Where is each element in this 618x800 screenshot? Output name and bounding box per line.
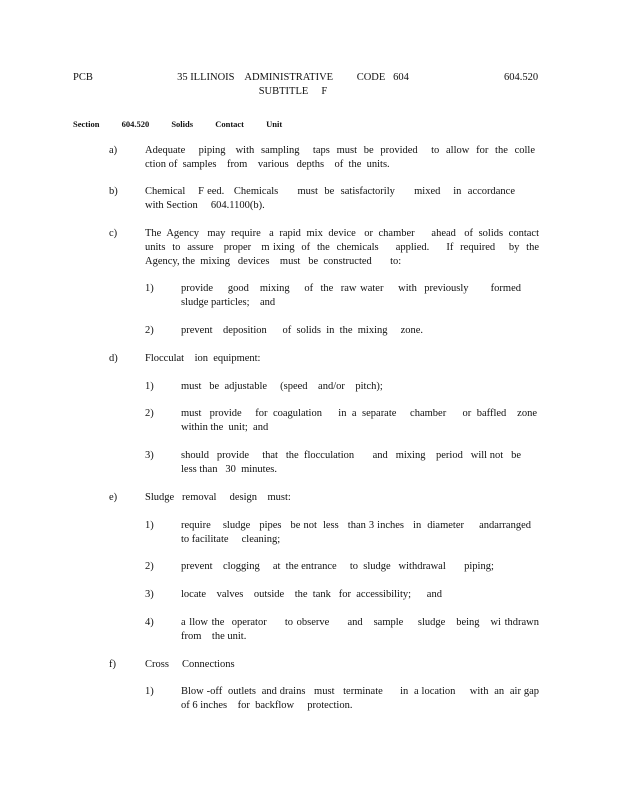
item-label: e) <box>109 492 118 503</box>
item-label: a) <box>109 145 118 156</box>
item-label: f) <box>109 659 116 670</box>
item-label: b) <box>109 186 118 197</box>
item-text: locate valves outside the tank for accessibility; and <box>181 589 442 600</box>
item-label: c) <box>109 228 118 239</box>
item-text: The Agency may require a rapid mix device or chamber ahead of solids contact units to assure proper m ixing of the chemicals applied. If required by the Agency, the mixing devices must be constructed to: <box>145 228 545 267</box>
section-number: 604.520 <box>121 119 150 129</box>
item-label: 2) <box>145 408 154 419</box>
item-label: 1) <box>145 686 154 697</box>
item-label: 4) <box>145 617 154 628</box>
item-label: 3) <box>145 450 154 461</box>
section-title-word: Solids <box>171 119 194 129</box>
item-label: 2) <box>145 325 154 336</box>
item-label: 3) <box>145 589 154 600</box>
item-text: Cross Connections <box>145 659 235 670</box>
item-text: Chemical F eed. Chemicals must be satisfactorily mixed in accordance with Section 604.1100(b). <box>145 186 534 211</box>
item-text: should provide that the flocculation and mixing period will not be less than 30 minutes. <box>181 450 524 475</box>
item-text: provide good mixing of the raw water with previously formed sludge particles; and <box>181 283 532 308</box>
section-title-word: Contact <box>215 119 245 129</box>
item-label: 1) <box>145 520 154 531</box>
item-label: 2) <box>145 561 154 572</box>
header-agency: PCB <box>73 72 93 83</box>
section-word: Section <box>73 119 100 129</box>
item-text: Sludge removal design must: <box>145 492 291 503</box>
header-code-title <box>173 71 413 99</box>
item-label: d) <box>109 353 118 364</box>
item-text: Flocculat ion equipment: <box>145 353 261 364</box>
item-text: Adequate piping with sampling taps must be provided to allow for the colle ction of samples from various depths of the units. <box>145 145 541 170</box>
item-text: a llow the operator to observe and sample sludge being wi thdrawn from the unit. <box>181 617 558 642</box>
section-title-word: Unit <box>266 119 283 129</box>
item-label: 1) <box>145 283 154 294</box>
item-text: require sludge pipes be not less than 3 inches in diameter andarranged to facilitate cleaning; <box>181 520 552 545</box>
header-subtitle-line: SUBTITLE F <box>258 86 328 97</box>
item-text: must provide for coagulation in a separate chamber or baffled zone within the unit; and <box>181 408 545 433</box>
item-text: prevent deposition of solids in the mixing zone. <box>181 325 424 336</box>
item-text: Blow -off outlets and drains must terminate in a location with an air gap of 6 inches for backflow protection. <box>181 686 547 711</box>
header-section-number: 604.520 <box>504 72 539 83</box>
item-text: prevent clogging at the entrance to sludge withdrawal piping; <box>181 561 494 572</box>
section-heading <box>73 117 302 131</box>
header-code-line: 35 ILLINOIS ADMINISTRATIVE CODE 604 <box>177 72 409 83</box>
item-text: must be adjustable (speed and/or pitch); <box>181 381 383 392</box>
item-label: 1) <box>145 381 154 392</box>
